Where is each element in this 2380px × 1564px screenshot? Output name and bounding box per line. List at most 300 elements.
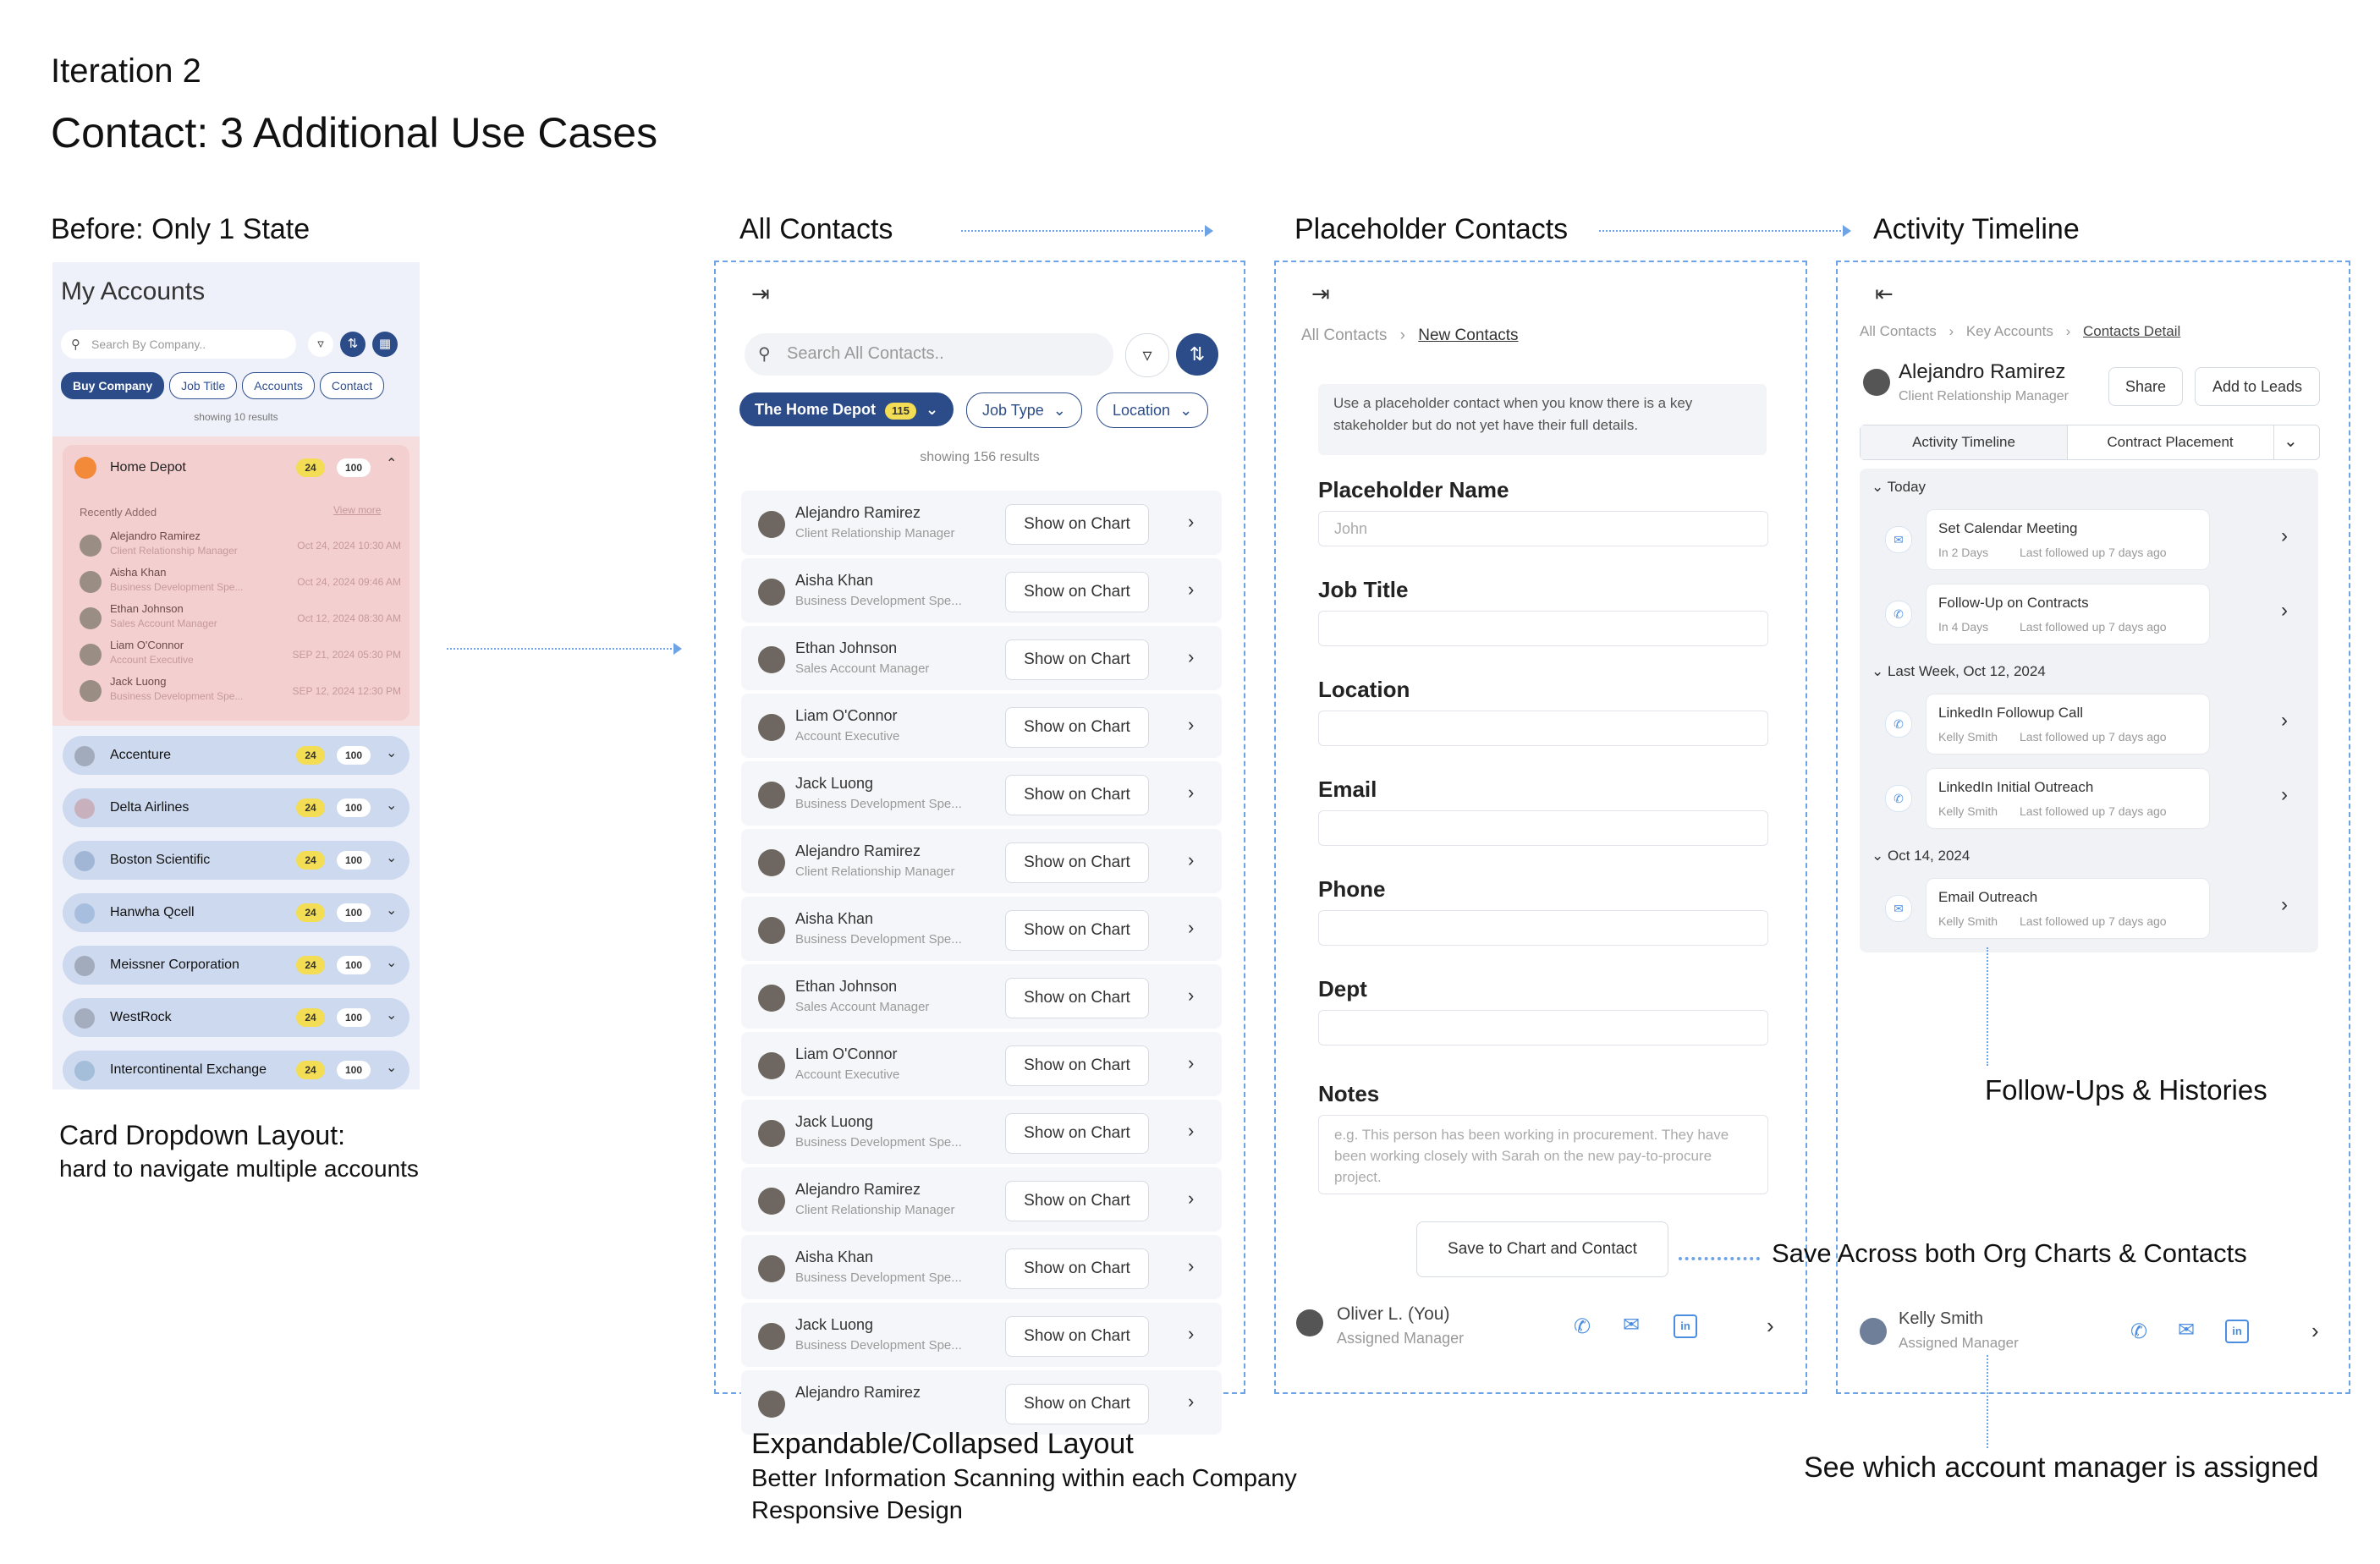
show-on-chart-button[interactable]: Show on Chart (1005, 639, 1149, 680)
added-date: SEP 12, 2024 12:30 PM (292, 685, 401, 697)
activity-title: LinkedIn Followup Call (1938, 705, 2084, 721)
contact-role: Business Development Spe... (795, 1135, 962, 1150)
show-on-chart-button[interactable]: Show on Chart (1005, 842, 1149, 883)
avatar (758, 1052, 785, 1079)
chevron-right-icon[interactable]: › (1767, 1313, 1774, 1338)
table-row[interactable] (741, 694, 1222, 758)
added-date: SEP 21, 2024 05:30 PM (292, 649, 401, 661)
company-name: Intercontinental Exchange (110, 1062, 267, 1077)
count-badge: 24 (296, 903, 325, 922)
chevron-right-icon[interactable]: › (2281, 709, 2288, 732)
connector-dotted (1679, 1257, 1760, 1260)
company-filter-chip[interactable] (739, 392, 954, 426)
contact-name: Alejandro Ramirez (795, 504, 921, 521)
chevron-right-icon[interactable]: › (1188, 579, 1195, 600)
phone-icon: ✆ (1885, 601, 1912, 628)
tab-contract-placement[interactable]: Contract Placement (2067, 425, 2274, 459)
chevron-down-icon: ⌄ (1179, 402, 1193, 419)
collapse-panel-icon[interactable]: ⇤ (1875, 281, 1894, 306)
show-on-chart-button[interactable]: Show on Chart (1005, 978, 1149, 1018)
activity-sub1: In 4 Days (1938, 620, 1989, 634)
connector-arrow (961, 230, 1206, 232)
breadcrumb-all-contacts[interactable]: All Contacts (1860, 323, 1937, 339)
contact-role: Sales Account Manager (795, 1000, 930, 1014)
page-title: Contact: 3 Additional Use Cases (51, 109, 658, 156)
chevron-up-icon[interactable]: ⌃ (386, 457, 398, 471)
contact-name: Alejandro Ramirez (795, 1384, 921, 1401)
chevron-right-icon[interactable]: › (2281, 893, 2288, 916)
search-placeholder: Search By Company.. (91, 337, 206, 351)
account-row[interactable] (63, 893, 409, 932)
account-row[interactable] (63, 1051, 409, 1089)
account-row[interactable] (63, 998, 409, 1037)
contact-role: Client Relationship Manager (795, 864, 955, 879)
company-logo (74, 746, 95, 766)
contact-role: Business Development Spe... (795, 594, 962, 608)
avatar (758, 1255, 785, 1282)
filter-icon[interactable]: ▿ (1125, 333, 1169, 377)
contact-name: Alejandro Ramirez (795, 1181, 921, 1198)
connector-dotted (1987, 947, 1988, 1066)
show-on-chart-button[interactable]: Show on Chart (1005, 504, 1149, 545)
collapse-panel-icon[interactable]: ⇥ (751, 281, 770, 306)
avatar (1863, 369, 1890, 396)
company-filter-label: The Home Depot (755, 401, 877, 418)
contact-name: Ethan Johnson (795, 978, 898, 995)
chevron-right-icon[interactable]: › (1188, 985, 1195, 1006)
contact-role: Business Development Spe... (795, 932, 962, 947)
text-field[interactable] (1318, 910, 1768, 946)
company-logo (74, 956, 95, 976)
show-on-chart-button[interactable]: Show on Chart (1005, 707, 1149, 748)
search-icon: ⚲ (71, 337, 80, 352)
view-more-link[interactable]: View more (333, 504, 382, 516)
activity-card[interactable] (1926, 694, 2210, 755)
manager-role: Assigned Manager (1899, 1335, 2019, 1351)
field-label: Dept (1318, 976, 1367, 1002)
avatar (758, 646, 785, 673)
activity-card[interactable] (1926, 509, 2210, 570)
contact-name: Aisha Khan (795, 572, 874, 589)
text-field[interactable] (1318, 611, 1768, 646)
home-depot-name: Home Depot (110, 460, 186, 475)
field-label: Job Title (1318, 577, 1409, 602)
count-badge: 24 (296, 1008, 325, 1027)
contact-role: Business Development Spe... (110, 581, 244, 593)
table-row[interactable] (741, 964, 1222, 1029)
contact-role: Client Relationship Manager (795, 1203, 955, 1217)
table-row[interactable] (741, 626, 1222, 690)
notes-label: Notes (1318, 1081, 1380, 1106)
show-on-chart-button[interactable]: Show on Chart (1005, 775, 1149, 815)
total-badge: 100 (337, 903, 371, 922)
phone-icon[interactable]: ✆ (1574, 1315, 1591, 1338)
chip-buy-company[interactable]: Buy Company (61, 372, 164, 399)
count-badge: 24 (296, 1061, 325, 1079)
activity-sub1: In 2 Days (1938, 546, 1989, 559)
contact-name: Jack Luong (795, 775, 874, 792)
text-field[interactable] (1318, 1010, 1768, 1045)
contact-name: Alejandro Ramirez (1899, 360, 2066, 383)
count-badge: 24 (296, 956, 325, 974)
phone-icon: ✆ (1885, 711, 1912, 738)
group-header[interactable]: ⌄ Last Week, Oct 12, 2024 (1872, 663, 2046, 679)
count-badge: 24 (296, 458, 325, 477)
home-depot-logo (74, 457, 96, 479)
home-depot-card[interactable] (63, 445, 409, 721)
show-on-chart-button[interactable]: Show on Chart (1005, 1316, 1149, 1357)
total-badge: 100 (337, 458, 371, 477)
avatar (1296, 1309, 1323, 1336)
save-to-chart-button[interactable]: Save to Chart and Contact (1416, 1221, 1668, 1277)
chevron-down-icon: ⌄ (926, 401, 939, 418)
contact-name: Jack Luong (110, 675, 167, 688)
avatar (758, 985, 785, 1012)
activity-card[interactable] (1926, 584, 2210, 645)
avatar (758, 1120, 785, 1147)
table-row[interactable] (741, 897, 1222, 961)
company-name: Accenture (110, 748, 172, 762)
contact-role: Client Relationship Manager (1899, 389, 2069, 403)
arrowhead (1843, 225, 1851, 237)
placeholder-info: Use a placeholder contact when you know there is a key stakeholder but do not yet have their full details. (1318, 384, 1767, 455)
contacts-showing: showing 156 results (920, 450, 1040, 464)
breadcrumb-contacts-detail[interactable]: Contacts Detail (2083, 323, 2181, 339)
avatar (80, 644, 102, 666)
company-name: Hanwha Qcell (110, 905, 195, 919)
text-field[interactable]: John (1318, 511, 1768, 546)
chevron-down-icon[interactable]: ⌄ (386, 798, 398, 813)
text-field[interactable] (1318, 810, 1768, 846)
show-on-chart-button[interactable]: Show on Chart (1005, 1045, 1149, 1086)
show-on-chart-button[interactable]: Show on Chart (1005, 910, 1149, 951)
count-badge: 24 (296, 746, 325, 765)
add-to-leads-button[interactable]: Add to Leads (2195, 367, 2320, 406)
avatar (758, 1188, 785, 1215)
chevron-right-icon[interactable]: › (1188, 1052, 1195, 1073)
contact-name: Jack Luong (795, 1113, 874, 1130)
contact-name: Ethan Johnson (795, 639, 898, 656)
count-badge: 24 (296, 798, 325, 817)
mail-icon[interactable]: ✉ (2178, 1319, 2196, 1342)
phone-icon[interactable]: ✆ (2130, 1320, 2148, 1343)
table-row[interactable] (741, 761, 1222, 826)
manager-role: Assigned Manager (1337, 1330, 1465, 1347)
activity-title: Follow-Up on Contracts (1938, 595, 2089, 611)
count-badge: 24 (296, 851, 325, 870)
chevron-right-icon[interactable]: › (1188, 1323, 1195, 1344)
tab-activity-timeline[interactable]: Activity Timeline (1861, 425, 2068, 459)
chevron-right-icon[interactable]: › (1188, 646, 1195, 667)
search-placeholder: Search All Contacts.. (787, 344, 944, 363)
contact-role: Business Development Spe... (795, 1338, 962, 1353)
field-label: Placeholder Name (1318, 477, 1509, 502)
chevron-right-icon: › (1949, 323, 1954, 339)
activity-card[interactable] (1926, 878, 2210, 939)
chevron-down-icon[interactable]: ⌄ (386, 903, 398, 918)
sort-icon[interactable]: ⇅ (340, 332, 366, 357)
chevron-down-icon[interactable]: ⌄ (386, 1061, 398, 1075)
show-on-chart-button[interactable]: Show on Chart (1005, 1248, 1149, 1289)
company-name: WestRock (110, 1010, 172, 1024)
breadcrumb-key-accounts[interactable]: Key Accounts (1965, 323, 2053, 339)
avatar (1860, 1318, 1887, 1345)
section-before: Before: Only 1 State (51, 213, 311, 245)
chevron-right-icon[interactable]: › (2311, 1318, 2319, 1343)
breadcrumb-new-contacts[interactable]: New Contacts (1418, 327, 1519, 344)
group-header[interactable]: ⌄ Oct 14, 2024 (1872, 848, 1971, 864)
job-type-filter[interactable] (966, 392, 1082, 428)
note-save-across: Save Across both Org Charts & Contacts (1772, 1238, 2247, 1268)
section-activity: Activity Timeline (1873, 213, 2080, 245)
contact-role: Sales Account Manager (795, 661, 930, 676)
breadcrumb (1860, 323, 2180, 340)
arrowhead (1205, 225, 1213, 237)
chevron-right-icon[interactable]: › (1188, 1120, 1195, 1141)
avatar (758, 511, 785, 538)
mail-icon: ✉ (1885, 895, 1912, 922)
contact-role: Business Development Spe... (795, 1270, 962, 1285)
activity-sub2: Last followed up 7 days ago (2020, 730, 2167, 744)
activity-sub2: Last followed up 7 days ago (2020, 804, 2167, 818)
list-item[interactable] (80, 675, 401, 712)
manager-name: Oliver L. (You) (1337, 1304, 1450, 1324)
total-badge: 100 (337, 1008, 371, 1027)
contact-role: Account Executive (795, 729, 900, 744)
home-depot-section (52, 436, 420, 726)
avatar (758, 1391, 785, 1418)
avatar (80, 535, 102, 557)
contact-name: Liam O'Connor (795, 1045, 898, 1062)
contact-name: Ethan Johnson (110, 602, 184, 615)
list-item[interactable] (80, 602, 401, 639)
iteration-label: Iteration 2 (51, 52, 201, 90)
chevron-down-icon: ⌄ (1053, 402, 1066, 419)
my-accounts-panel (52, 262, 420, 1089)
contact-name: Aisha Khan (795, 1248, 874, 1265)
show-on-chart-button[interactable]: Show on Chart (1005, 1113, 1149, 1154)
linkedin-icon[interactable]: in (2225, 1320, 2249, 1343)
accounts-showing: showing 10 results (194, 411, 278, 423)
field-label: Location (1318, 677, 1410, 702)
recently-added-label: Recently Added (80, 506, 157, 519)
chevron-right-icon[interactable]: › (2281, 524, 2288, 547)
avatar (80, 571, 102, 593)
filter-icon[interactable]: ▿ (308, 332, 333, 357)
chip-job-title[interactable]: Job Title (169, 372, 237, 399)
company-logo (74, 798, 95, 819)
company-name: Meissner Corporation (110, 958, 239, 972)
job-type-label: Job Type (982, 402, 1044, 419)
activity-sub1: Kelly Smith (1938, 730, 1998, 744)
table-row[interactable] (741, 491, 1222, 555)
contact-name: Aisha Khan (795, 910, 874, 927)
avatar (80, 680, 102, 702)
chevron-right-icon[interactable]: › (1188, 1391, 1195, 1412)
table-row[interactable] (741, 1370, 1222, 1435)
contact-name: Liam O'Connor (795, 707, 898, 724)
contact-name: Jack Luong (795, 1316, 874, 1333)
company-logo (74, 851, 95, 871)
avatar (758, 849, 785, 876)
contact-role: Business Development Spe... (110, 690, 244, 702)
company-name: Delta Airlines (110, 800, 190, 815)
list-item[interactable] (80, 530, 401, 567)
company-logo (74, 1061, 95, 1081)
field-label: Phone (1318, 876, 1386, 902)
share-button[interactable]: Share (2108, 367, 2183, 406)
table-row[interactable] (741, 1235, 1222, 1299)
all-contacts-panel (716, 262, 1244, 1413)
note-card-dropdown-desc: hard to navigate multiple accounts (59, 1155, 419, 1182)
show-on-chart-button[interactable]: Show on Chart (1005, 1181, 1149, 1221)
chevron-down-icon[interactable]: ⌄ (386, 746, 398, 760)
account-row[interactable] (63, 946, 409, 985)
phone-icon: ✆ (1885, 785, 1912, 812)
total-badge: 100 (337, 798, 371, 817)
location-filter[interactable] (1097, 392, 1208, 428)
avatar (758, 714, 785, 741)
activity-panel (1838, 262, 2349, 1394)
avatar (758, 579, 785, 606)
list-item[interactable] (80, 639, 401, 676)
total-badge: 100 (337, 851, 371, 870)
note-expand-line2: Responsive Design (751, 1497, 963, 1524)
chevron-right-icon[interactable]: › (1188, 1255, 1195, 1276)
mail-icon[interactable]: ✉ (1623, 1314, 1641, 1336)
total-badge: 100 (337, 1061, 371, 1079)
chevron-right-icon[interactable]: › (1188, 782, 1195, 803)
chevron-right-icon: › (2065, 323, 2071, 339)
contact-role: Client Relationship Manager (110, 545, 238, 557)
notes-field[interactable]: e.g. This person has been working in procurement. They have been working closely with Sarah on the new pay-to-procure project. (1318, 1115, 1768, 1194)
contact-role: Client Relationship Manager (795, 526, 955, 541)
activity-title: Email Outreach (1938, 889, 2038, 905)
account-row[interactable] (63, 736, 409, 775)
manager-name: Kelly Smith (1899, 1309, 1984, 1328)
chevron-right-icon[interactable]: › (2281, 783, 2288, 806)
chevron-down-icon[interactable]: ⌄ (386, 956, 398, 970)
table-row[interactable] (741, 558, 1222, 623)
note-see-manager: See which account manager is assigned (1804, 1452, 2319, 1484)
connector-dotted (1987, 1355, 1988, 1448)
note-followups: Follow-Ups & Histories (1985, 1074, 2267, 1106)
total-badge: 100 (337, 956, 371, 974)
connector-arrow (447, 648, 675, 650)
avatar (758, 782, 785, 809)
text-field[interactable] (1318, 711, 1768, 746)
list-item[interactable] (80, 566, 401, 603)
mail-icon: ✉ (1885, 526, 1912, 553)
table-row[interactable] (741, 1167, 1222, 1232)
chevron-down-icon[interactable]: ⌄ (2284, 432, 2298, 451)
contact-role: Account Executive (110, 654, 194, 666)
total-badge: 100 (337, 746, 371, 765)
table-row[interactable] (741, 1032, 1222, 1096)
contact-role: Account Executive (795, 1067, 900, 1082)
group-header[interactable]: ⌄ Today (1872, 479, 1927, 495)
tab-bar (1860, 425, 2320, 460)
contact-role: Sales Account Manager (110, 617, 217, 629)
contacts-search-input[interactable] (745, 333, 1113, 376)
contact-role: Business Development Spe... (795, 797, 962, 811)
table-row[interactable] (741, 1100, 1222, 1164)
contact-name: Liam O'Connor (110, 639, 184, 651)
chevron-right-icon[interactable]: › (1188, 849, 1195, 870)
activity-title: Set Calendar Meeting (1938, 520, 2078, 536)
accounts-title: My Accounts (61, 277, 206, 305)
field-label: Email (1318, 777, 1377, 802)
location-label: Location (1113, 402, 1171, 419)
show-on-chart-button[interactable]: Show on Chart (1005, 1384, 1149, 1424)
note-expand-title: Expandable/Collapsed Layout (751, 1428, 1134, 1460)
show-on-chart-button[interactable]: Show on Chart (1005, 572, 1149, 612)
chevron-right-icon[interactable]: › (1188, 714, 1195, 735)
chip-accounts[interactable]: Accounts (242, 372, 315, 399)
collapse-panel-icon[interactable]: ⇥ (1311, 281, 1330, 306)
table-row[interactable] (741, 829, 1222, 893)
added-date: Oct 24, 2024 09:46 AM (297, 576, 401, 588)
account-row[interactable] (63, 841, 409, 880)
table-row[interactable] (741, 1303, 1222, 1367)
account-chips (61, 372, 384, 399)
chevron-down-icon[interactable]: ⌄ (386, 1008, 398, 1023)
sort-icon[interactable]: ⇅ (1176, 333, 1218, 376)
contact-name: Alejandro Ramirez (110, 530, 201, 542)
account-row[interactable] (63, 788, 409, 827)
contact-name: Alejandro Ramirez (795, 842, 921, 859)
activity-sub1: Kelly Smith (1938, 914, 1998, 928)
chevron-right-icon[interactable]: › (2281, 599, 2288, 622)
activity-sub1: Kelly Smith (1938, 804, 1998, 818)
linkedin-icon[interactable]: in (1674, 1314, 1697, 1338)
added-date: Oct 24, 2024 10:30 AM (297, 540, 401, 552)
company-logo (74, 903, 95, 924)
breadcrumb-all-contacts[interactable]: All Contacts (1301, 327, 1388, 344)
connector-arrow (1599, 230, 1844, 232)
added-date: Oct 12, 2024 08:30 AM (297, 612, 401, 624)
chevron-right-icon[interactable]: › (1188, 917, 1195, 938)
breadcrumb (1301, 327, 1519, 345)
section-placeholder: Placeholder Contacts (1294, 213, 1569, 245)
chevron-right-icon: › (1399, 327, 1405, 344)
grid-icon[interactable]: ▦ (372, 332, 398, 357)
note-expand-line1: Better Information Scanning within each Company (751, 1465, 1297, 1492)
section-all-contacts: All Contacts (739, 213, 893, 245)
contact-name: Aisha Khan (110, 566, 167, 579)
search-icon: ⚲ (758, 345, 771, 364)
avatar (758, 1323, 785, 1350)
activity-card[interactable] (1926, 768, 2210, 829)
company-logo (74, 1008, 95, 1029)
activity-sub2: Last followed up 7 days ago (2020, 546, 2167, 559)
accounts-search-input[interactable] (61, 330, 296, 359)
activity-sub2: Last followed up 7 days ago (2020, 914, 2167, 928)
chevron-right-icon[interactable]: › (1188, 1188, 1195, 1209)
chevron-right-icon[interactable]: › (1188, 511, 1195, 532)
placeholder-panel (1276, 262, 1806, 1394)
chip-contact[interactable]: Contact (320, 372, 384, 399)
company-name: Boston Scientific (110, 853, 211, 867)
chevron-down-icon[interactable]: ⌄ (386, 851, 398, 865)
arrowhead (673, 643, 682, 655)
activity-title: LinkedIn Initial Outreach (1938, 779, 2094, 795)
avatar (80, 607, 102, 629)
avatar (758, 917, 785, 944)
activity-sub2: Last followed up 7 days ago (2020, 620, 2167, 634)
note-card-dropdown-title: Card Dropdown Layout: (59, 1120, 345, 1150)
company-count-badge: 115 (885, 403, 916, 420)
